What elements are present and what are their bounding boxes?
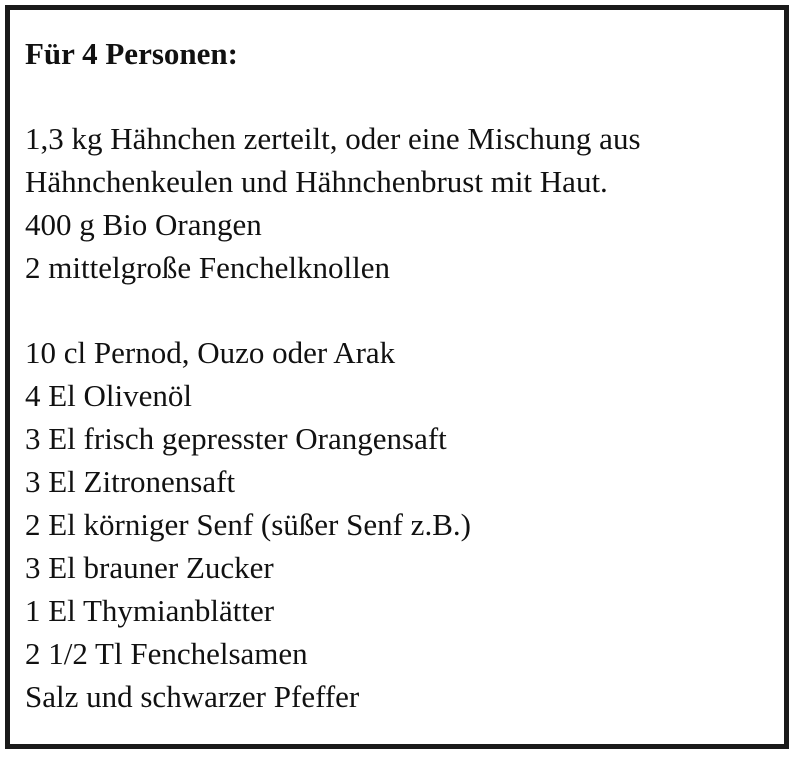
ingredients-group-main (25, 117, 774, 289)
ingredient-line: Hähnchenkeulen und Hähnchenbrust mit Haut. (25, 164, 608, 199)
ingredient-line: Salz und schwarzer Pfeffer (25, 679, 360, 714)
recipe-content (25, 32, 774, 718)
recipe-card (5, 5, 789, 749)
ingredient-line: 1,3 kg Hähnchen zerteilt, oder eine Mischung aus (25, 121, 641, 156)
ingredient-line: 3 El brauner Zucker (25, 550, 274, 585)
ingredient-line: 3 El Zitronensaft (25, 464, 236, 499)
ingredient-line: 2 mittelgroße Fenchelknollen (25, 250, 391, 285)
ingredient-line: 3 El frisch gepresster Orangensaft (25, 421, 447, 456)
servings-heading: Für 4 Personen: (25, 36, 238, 71)
ingredient-line: 2 1/2 Tl Fenchelsamen (25, 636, 308, 671)
ingredient-line: 4 El Olivenöl (25, 378, 193, 413)
ingredient-line: 2 El körniger Senf (süßer Senf z.B.) (25, 507, 471, 542)
ingredient-line: 1 El Thymianblätter (25, 593, 275, 628)
ingredients-group-marinade (25, 331, 774, 718)
ingredient-line: 10 cl Pernod, Ouzo oder Arak (25, 335, 396, 370)
ingredient-line: 400 g Bio Orangen (25, 207, 262, 242)
